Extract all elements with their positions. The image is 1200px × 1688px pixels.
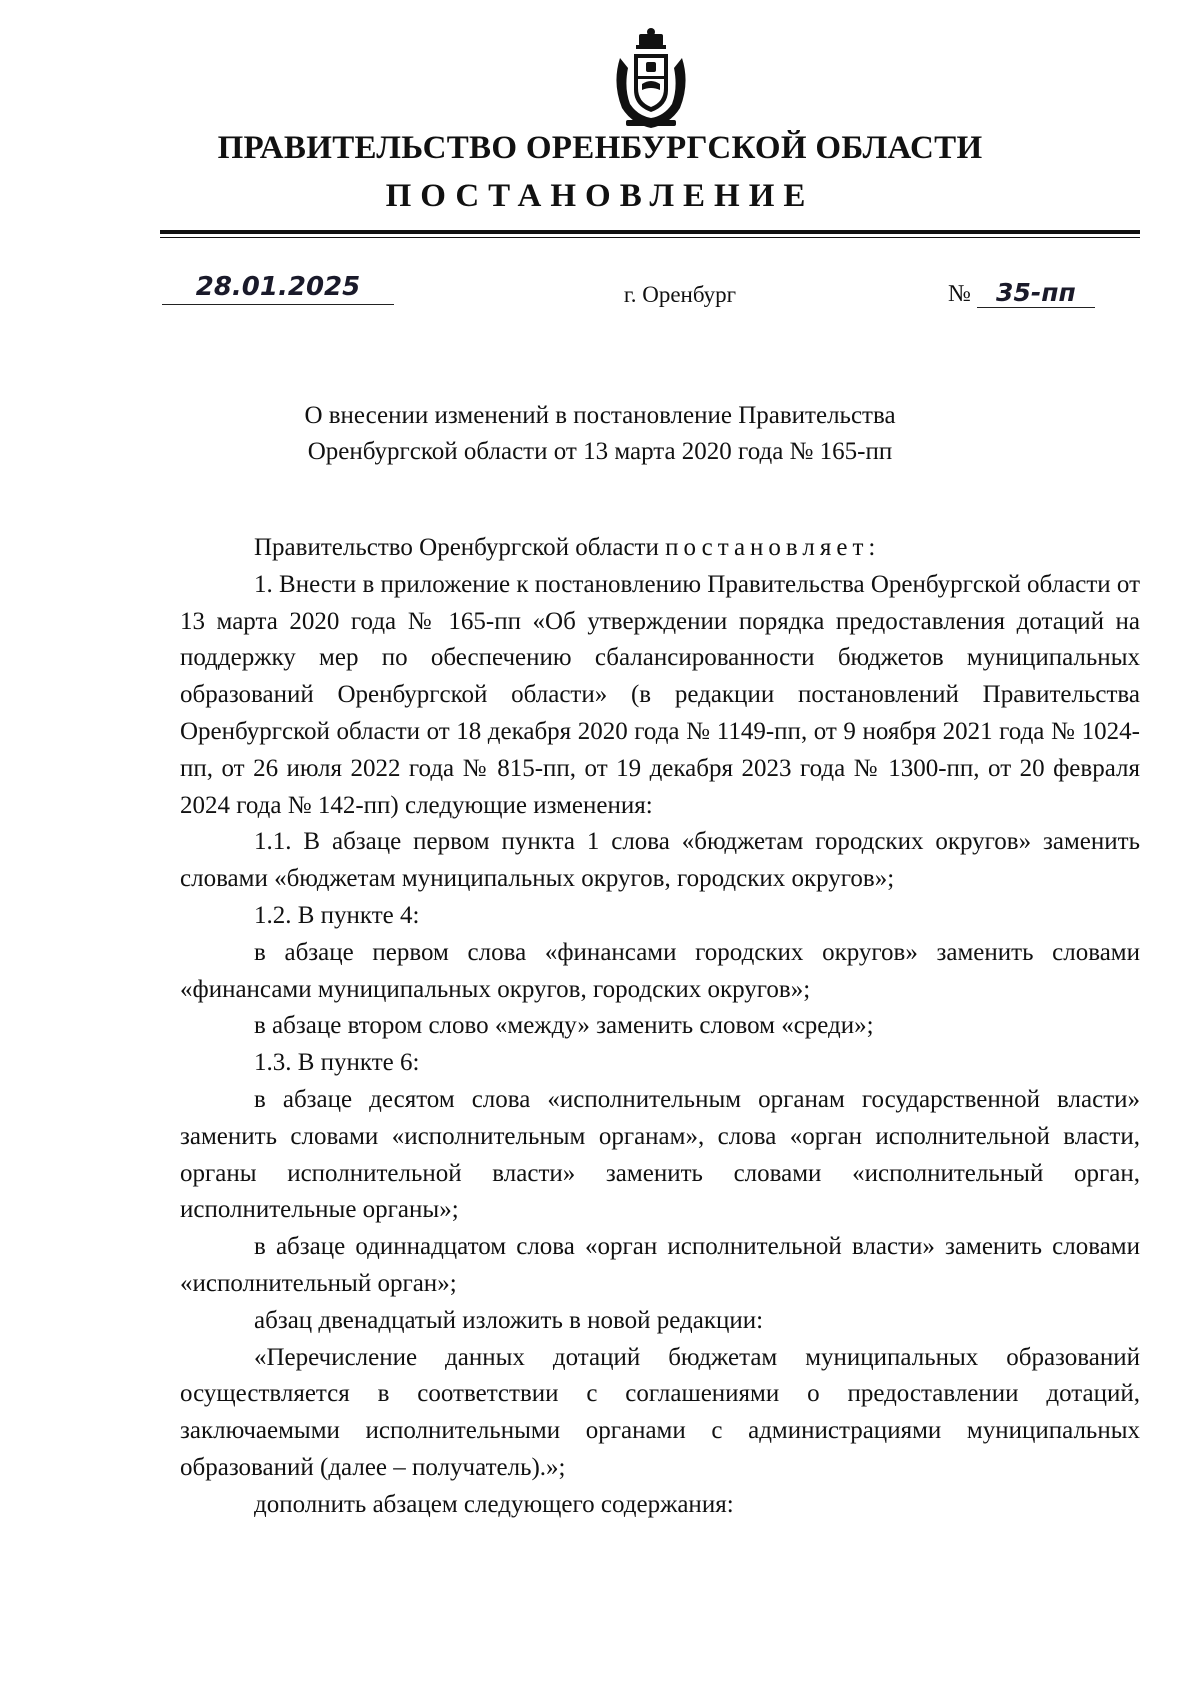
document-date: 28.01.2025: [162, 272, 394, 305]
paragraph-1-2-a: в абзаце первом слова «финансами городских округов» заменить словами «финансами муниципальных округов, городских округов»;: [180, 938, 1140, 1003]
document-number: [948, 278, 1095, 308]
paragraph-1-3-c: абзац двенадцатый изложить в новой редакции:: [254, 1306, 764, 1334]
header-rule-thin: [160, 237, 1140, 238]
header-rule-thick: [160, 230, 1140, 234]
paragraph-1-3-b: в абзаце одиннадцатом слова «орган исполнительной власти» заменить словами «исполнительный орган»;: [180, 1233, 1140, 1297]
paragraph-1-3-d: «Перечисление данных дотаций бюджетам муниципальных образований осуществляется в соответствии с соглашениями о предоставлении дотаций, заключаемыми исполнительными органами с администрациями муниципальных образований (далее – получатель).»;: [180, 1343, 1140, 1481]
document-city: г. Оренбург: [623, 282, 737, 307]
paragraph-1-3-e: дополнить абзацем следующего содержания:: [254, 1490, 734, 1518]
paragraph-1-2: 1.2. В пункте 4:: [254, 901, 420, 929]
paragraph-1-3-a: в абзаце десятом слова «исполнительным органам государственной власти» заменить словами «исполнительным органам», слова «орган исполнительной власти, органы исполнительной власти» заменить словами «исполнительный орган, исполнительные органы»;: [180, 1085, 1140, 1224]
preamble-verb: постановляет: [665, 534, 869, 561]
coat-of-arms-icon: [606, 28, 696, 130]
preamble-lead: Правительство Оренбургской области: [254, 534, 659, 561]
document-subject: [200, 398, 1000, 470]
document-body: [180, 530, 1140, 1524]
number-sign: №: [948, 281, 971, 307]
preamble: [180, 530, 1140, 567]
paragraph-1-3: 1.3. В пункте 6:: [254, 1049, 420, 1077]
preamble-end: :: [868, 534, 876, 561]
organization-title: ПРАВИТЕЛЬСТВО ОРЕНБУРГСКОЙ ОБЛАСТИ: [217, 130, 983, 166]
document-type: ПОСТАНОВЛЕНИЕ: [385, 178, 815, 214]
paragraph-1-1: 1.1. В абзаце первом пункта 1 слова «бюджетам городских округов» заменить словами «бюджетам муниципальных округов, городских округов»;: [180, 828, 1140, 893]
paragraph-1-2-b: в абзаце втором слово «между» заменить словом «среди»;: [254, 1012, 874, 1040]
number-value: 35-пп: [977, 278, 1095, 308]
subject-line: Оренбургской области от 13 марта 2020 года № 165-пп: [307, 438, 893, 465]
paragraph-1: 1. Внести в приложение к постановлению Правительства Оренбургской области от 13 марта 2020 года № 165-пп «Об утверждении порядка предоставления дотаций на поддержку мер по обеспечению сбалансированности бюджетов муниципальных образований Оренбургской области» (в редакции постановлений Правительства Оренбургской области от 18 декабря 2020 года № 1149-пп, от 9 ноября 2021 года № 1024-пп, от 26 июля 2022 года № 815-пп, от 19 декабря 2023 года № 1300-пп, от 20 февраля 2024 года № 142-пп) следующие изменения:: [180, 570, 1140, 819]
subject-line: О внесении изменений в постановление Правительства: [304, 402, 896, 429]
